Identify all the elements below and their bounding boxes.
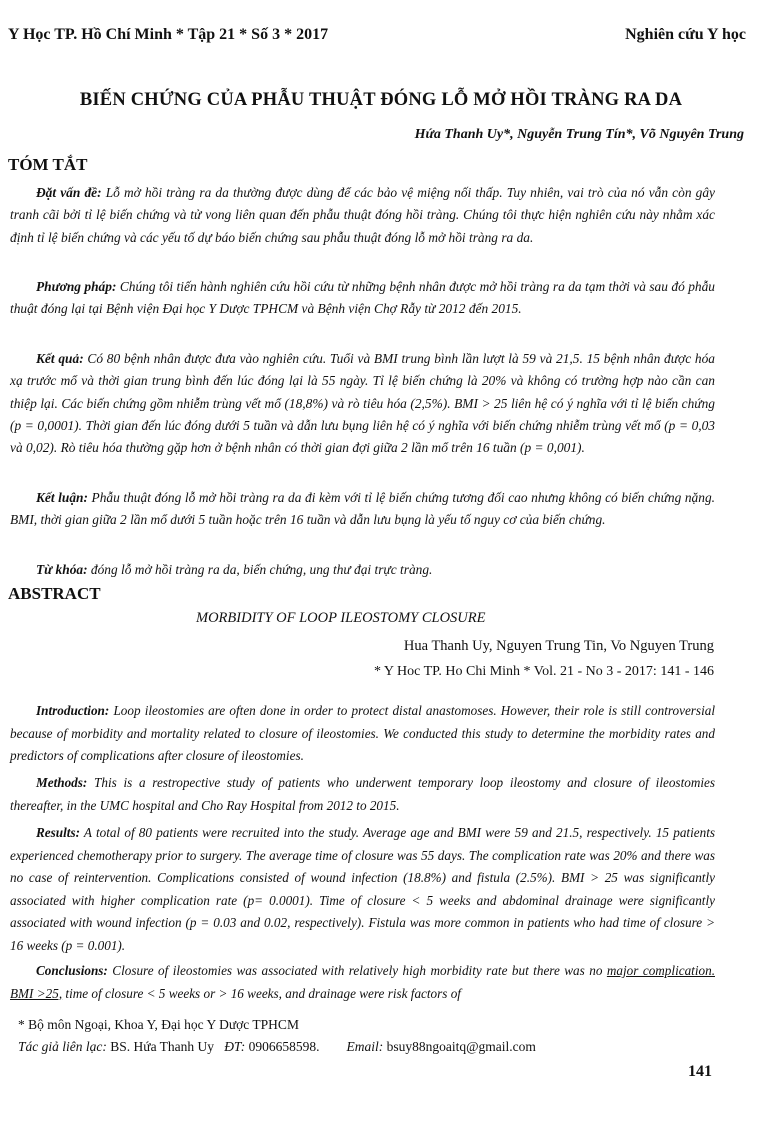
paragraph-text: Loop ileostomies are often done in order to protect distal anastomoses. However, their role is still controversial because of morbidity and mortality related to closure of ileostomies. We conducted this study to determine the morbidity rates and predictors of complications after closure of ileostomies. [10,703,715,763]
paragraph-label: Results: [36,825,80,840]
paragraph-label: Đặt vấn đề: [36,185,102,200]
paragraph-text: Closure of ileostomies was associated with relatively high morbidity rate but there was no [107,963,607,978]
contact-label: Tác giả liên lạc: [18,1039,107,1054]
paragraph-label: Kết luận: [36,490,88,505]
footnote-contact [18,1039,536,1055]
email-address: bsuy88ngoaitq@gmail.com [383,1039,536,1054]
abstract-heading: ABSTRACT [8,584,101,603]
abstract-title: MORBIDITY OF LOOP ILEOSTOMY CLOSURE [196,610,486,626]
phone-number: 0906658598. [245,1039,320,1054]
paragraph-ket-qua [10,348,715,459]
paragraph-methods [10,772,715,817]
paragraph-text: Lỗ mở hồi tràng ra da thường được dùng để các bảo vệ miệng nối thấp. Tuy nhiên, vai trò của nó vẫn còn gây tranh cãi bởi tỉ lệ biến chứng và tử vong liên quan đến phẫu thuật đóng hồi tràng. Chúng tôi thực hiện nghiên cứu này nhằm xác định tỉ lệ biến chứng và các yếu tố dự báo biến chứng sau phẫu thuật đóng lỗ mở hồi tràng ra da. [10,185,715,245]
paragraph-ket-luan [10,487,715,532]
paragraph-conclusions [10,960,715,1005]
paragraph-text: This is a restropective study of patients who underwent temporary loop ileostomy and closure of ileostomies thereafter, in the UMC hospital and Cho Ray Hospital from 2012 to 2015. [10,775,715,813]
tomtat-heading: TÓM TẮT [8,155,88,174]
abstract-citation: * Y Hoc TP. Ho Chi Minh * Vol. 21 - No 3 - 2017: 141 - 146 [373,664,714,679]
paragraph-text: Phẫu thuật đóng lỗ mở hồi tràng ra da đi kèm với tỉ lệ biến chứng tương đối cao nhưng không có biến chứng nặng. BMI, thời gian giữa 2 lần mổ dưới 5 tuần hoặc trên 16 tuần và dẫn lưu bụng là yếu tố nguy cơ của biến chứng. [10,490,715,528]
paragraph-label: Từ khóa: [36,562,88,577]
paragraph-text: A total of 80 patients were recruited into the study. Average age and BMI were 59 and 21.5, respectively. 15 patients experienced chemotherapy prior to surgery. The average time of closure was 55 days. The complication rate was 20% and there was no case of reintervention. Complications consisted of wound infection (18.8%) and fistula (2.5%). BMI > 25 was significantly associated with higher complication rate (p= 0.0001). Time of closure < 5 weeks and abdominal drainage were significantly associated with wound infection (p = 0.03 and 0.02, respectively). Fistula was more common in patients who had time of closure > 16 weeks (p = 0.001). [10,825,715,953]
paragraph-label: Conclusions: [36,963,108,978]
paragraph-text: Có 80 bệnh nhân được đưa vào nghiên cứu. Tuổi và BMI trung bình lần lượt là 59 và 21,5. 15 bệnh nhân được hóa xạ trước mổ và thời gian trung bình đến lúc đóng lại là 55 ngày. Tỉ lệ biến chứng là 20% và không có trường hợp nào cần can thiệp lại. Các biến chứng gồm nhiễm trùng vết mổ (18,8%) và rò tiêu hóa (2,5%). BMI > 25 liên hệ có ý nghĩa với tỉ lệ biến chứng (p = 0,0001). Thời gian đến lúc đóng dưới 5 tuần và dẫn lưu bụng liên hệ có ý nghĩa với biến chứng nhiễm trùng vết mổ (p = 0,03 và 0,02). Rò tiêu hóa thường gặp hơn ở bệnh nhân có thời gian đợi giữa 2 lần mổ trên 16 tuần (p = 0,001). [10,351,715,456]
page-number: 141 [688,1063,712,1080]
paragraph-phuong-phap [10,276,715,321]
underlined-text: major complication. BMI >25, [10,963,715,1001]
paragraph-label: Introduction: [36,703,110,718]
paragraph-tu-khoa [10,559,715,581]
paragraph-label: Phương pháp: [36,279,117,294]
paragraph-text: Chúng tôi tiến hành nghiên cứu hồi cứu từ những bệnh nhân được mở hồi tràng ra da tạm thời và sau đó phẫu thuật đóng lại tại Bệnh viện Đại học Y Dược TPHCM và Bệnh viện Chợ Rẫy từ 2012 đến 2015. [10,279,715,317]
section-header: Nghiên cứu Y học [625,26,746,43]
email-label: Email: [346,1039,384,1054]
paragraph-results [10,822,715,957]
phone-label: ĐT: [224,1039,246,1054]
journal-header: Y Học TP. Hồ Chí Minh * Tập 21 * Số 3 * 2017 [8,26,329,43]
paragraph-text: time of closure < 5 weeks or > 16 weeks, and drainage were risk factors of [62,985,461,1001]
footnote-affiliation: * Bộ môn Ngoại, Khoa Y, Đại học Y Dược TPHCM [18,1017,299,1032]
abstract-authors: Hua Thanh Uy, Nguyen Trung Tin, Vo Nguyen Trung [403,638,714,654]
contact-name: BS. Hứa Thanh Uy [106,1039,215,1054]
paragraph-label: Methods: [36,775,88,790]
article-title: BIẾN CHỨNG CỦA PHẪU THUẬT ĐÓNG LỖ MỞ HỒI TRÀNG RA DA [79,90,683,110]
paragraph-dat-van-de [10,182,715,249]
paragraph-label: Kết quả: [36,351,84,366]
paragraph-introduction [10,700,715,768]
authors-vietnamese: Hứa Thanh Uy*, Nguyễn Trung Tín*, Võ Nguyên Trung [414,127,744,142]
paragraph-text: đóng lỗ mở hồi tràng ra da, biến chứng, ung thư đại trực tràng. [87,562,433,577]
